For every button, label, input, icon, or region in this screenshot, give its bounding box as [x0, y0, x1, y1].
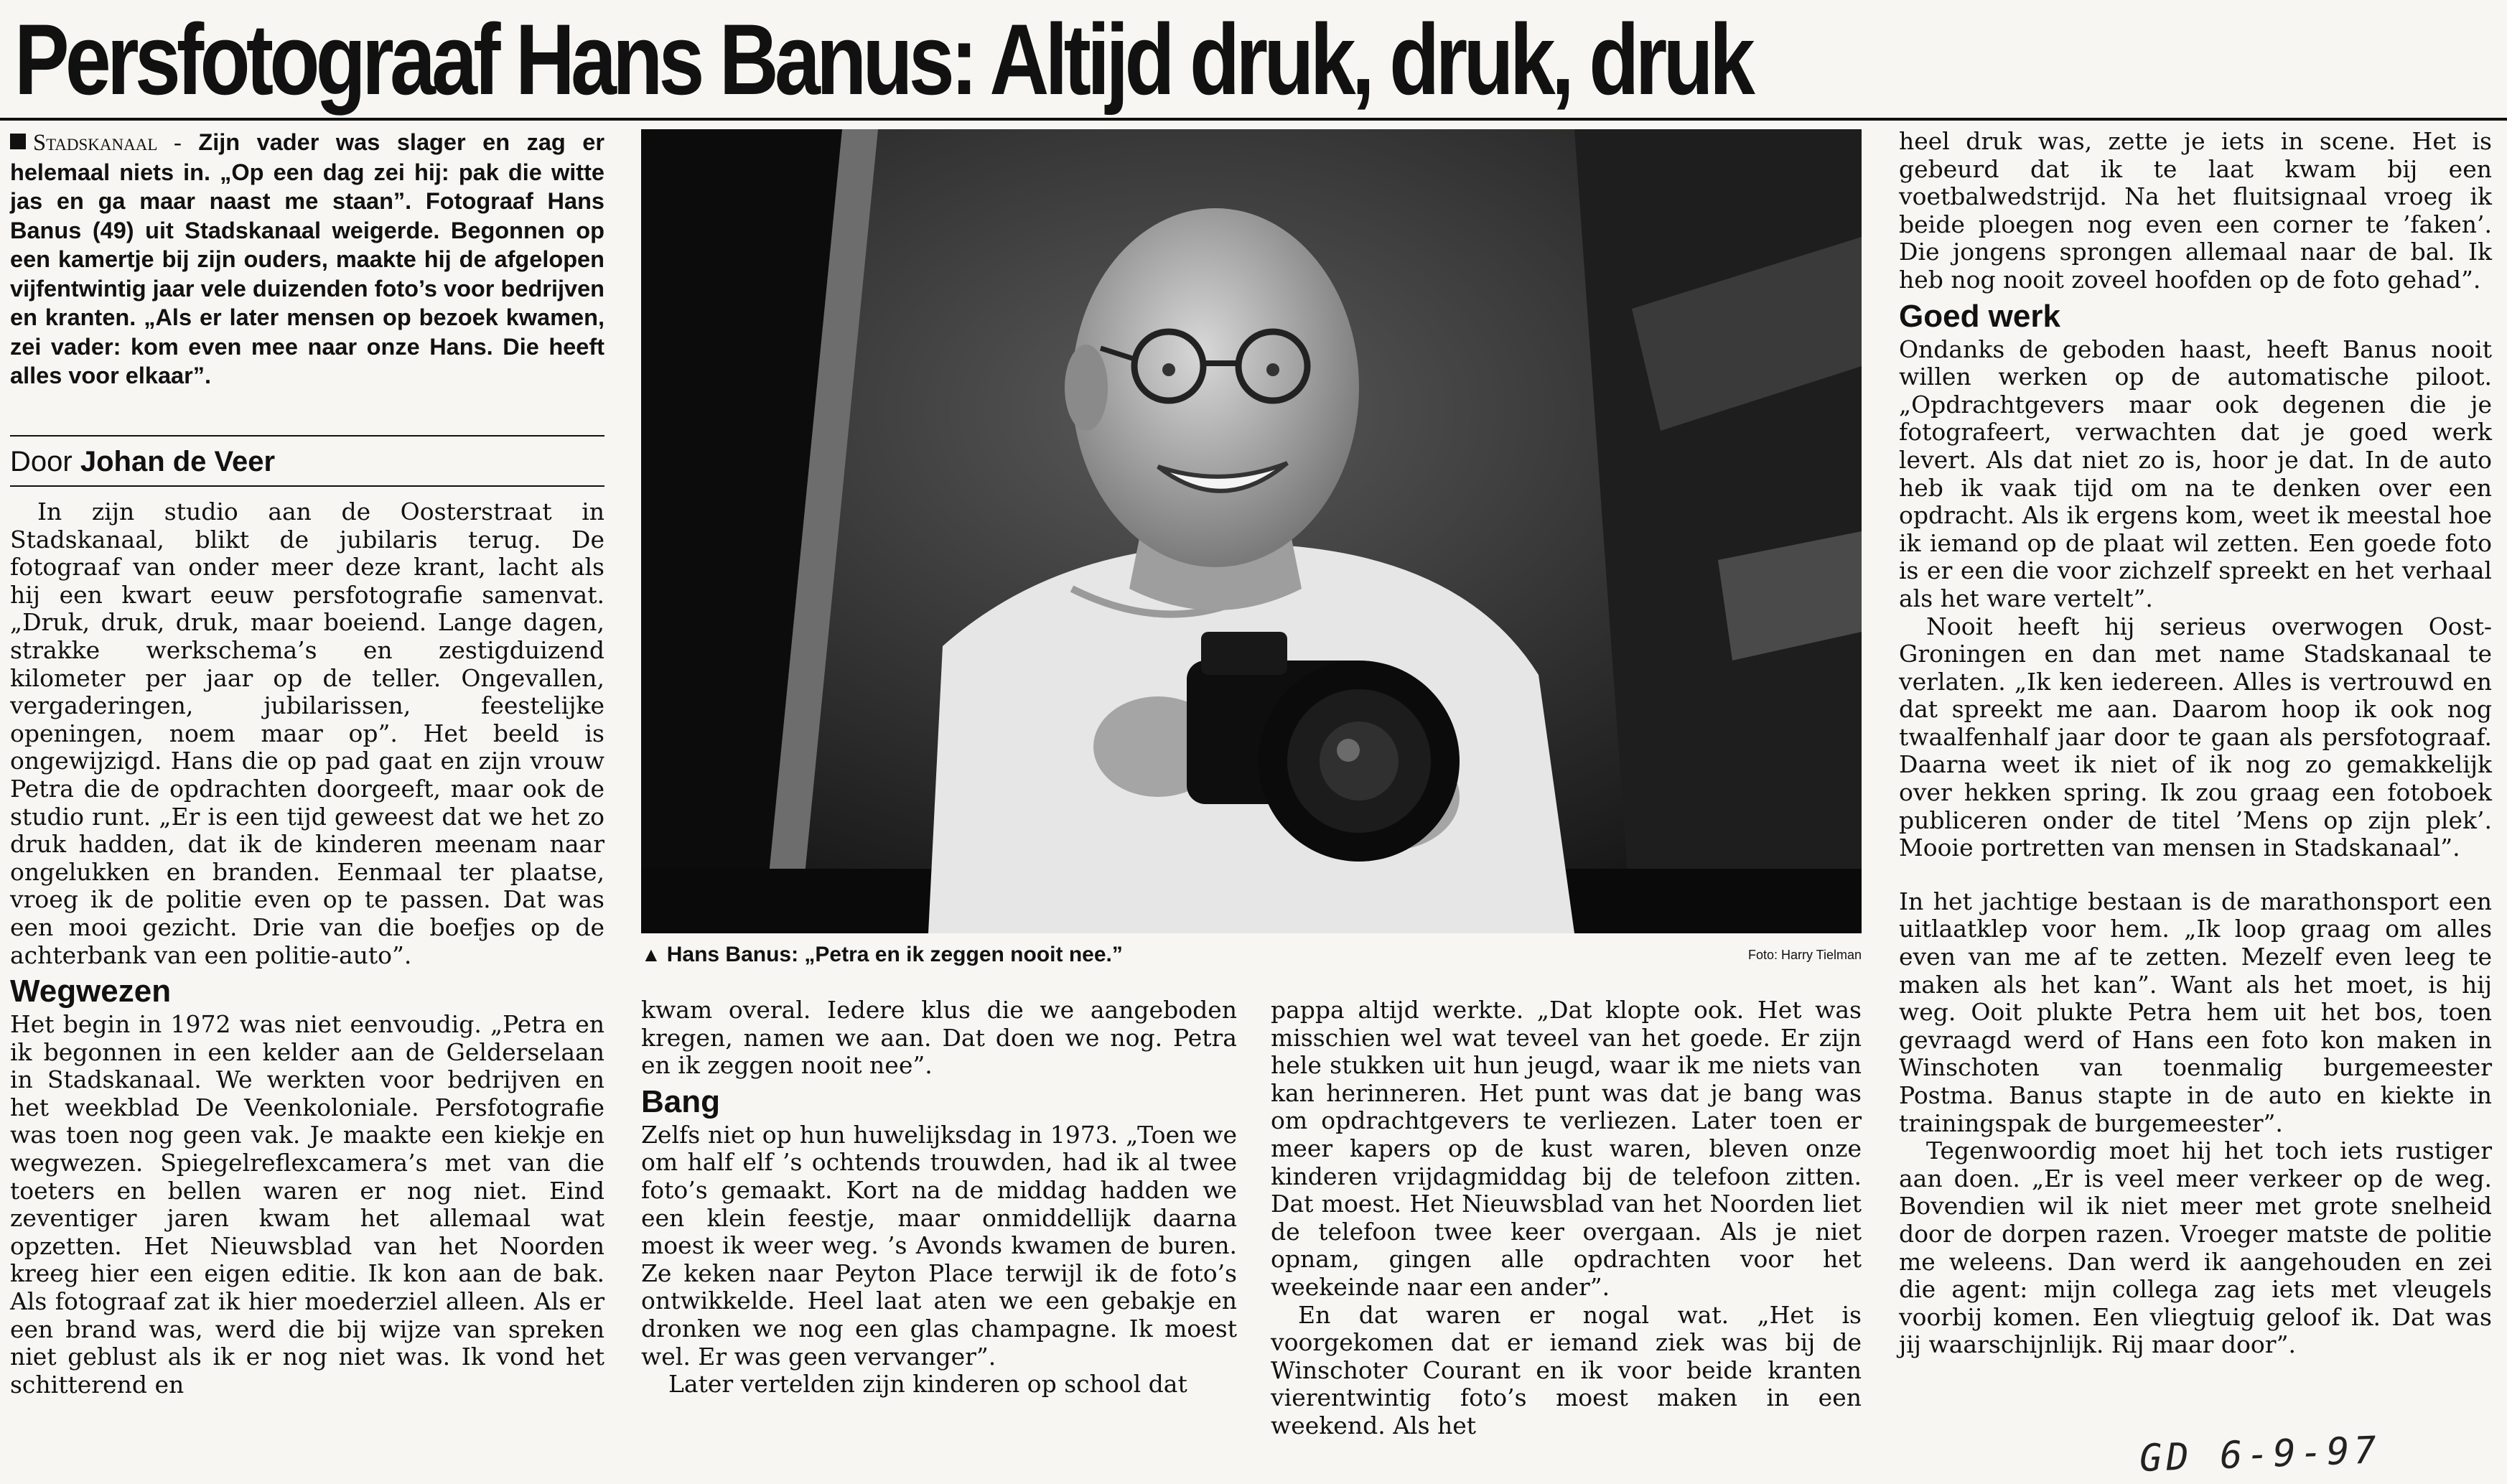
paragraph: Later vertelden zijn kinderen op school dat	[668, 1370, 1187, 1399]
portrait-photo-icon	[641, 129, 1862, 933]
paragraph: In zijn studio aan de Oosterstraat in Stadskanaal, blikt de jubilaris terug. De fotograaf van onder meer deze krant, lacht als hij een kwart eeuw persfotografie samenvat. „Druk, druk, druk, maar boeiend. Lange dagen, strakke werkschema’s en zestigduizend kilometer per jaar op de teller. Ongevallen, vergaderingen, jubilarissen, feestelijke openingen, noem maar op”. Het beeld is ongewijzigd. Hans die op pad gaat en zijn vrouw Petra die de opdrachten doorgeeft, maar ook de studio runt. „Er is een tijd geweest dat we het zo druk hadden, dat ik de kinderen meenam naar ongelukken en branden. Eenmaal ter plaatse, vroeg ik de politie even op te passen. Dat was een mooi gezicht. Drie van die boefjes op de achterbank van een politie-auto”.	[10, 498, 604, 969]
byline	[10, 444, 604, 480]
caption-triangle-icon: ▲	[641, 943, 661, 966]
headline: Persfotograaf Hans Banus: Altijd druk, druk, druk	[14, 3, 1752, 116]
photo-caption	[641, 939, 1862, 971]
paragraph: Ondanks de geboden haast, heeft Banus nooit willen werken op de automatische piloot. „Opdrachtgevers maar ook degenen die je fotografeert, verwachten dat je goed werk levert. Als dat niet zo is, hoor je dat. In de auto heb ik vaak tijd om na te denken over een opdracht. Als ik ergens kom, weet ik meestal hoe ik iemand op de plaat wil zetten. Een goede foto is er een die voor zichzelf spreekt en het verhaal als het ware vertelt”.	[1899, 335, 2492, 612]
article-column-3	[1271, 997, 1862, 1440]
article-column-4	[1899, 128, 2492, 1359]
article-column-1	[10, 498, 604, 1399]
subheading-bang: Bang	[641, 1083, 720, 1119]
paragraph: En dat waren er nogal wat. „Het is voorgekomen dat er iemand ziek was bij de Winschoter Courant en ik voor beide kranten vierentwintig foto’s moest maken in een weekend. Als het	[1271, 1300, 1862, 1439]
subheading-wegwezen: Wegwezen	[10, 974, 172, 1009]
intro-text: Zijn vader was slager en zag er helemaal niets in. „Op een dag zei hij: pak die witte jas en ga maar naast me staan”. Fotograaf Hans Banus (49) uit Stadskanaal weigerde. Begonnen op een kamertje bij zijn ouders, maakte hij de afgelopen vijfentwintig jaar vele duizenden foto’s voor bedrijven en kranten. „Als er later mensen op bezoek kwamen, zei vader: kom even mee naar onze Hans. Die heeft alles voor elkaar”.	[10, 129, 605, 388]
dateline: Stadskanaal -	[33, 130, 182, 156]
intro-lede	[10, 128, 604, 391]
photo-credit: Foto: Harry Tielman	[1747, 948, 1862, 962]
paragraph: In het jachtige bestaan is de marathonsport een uitlaatklep voor hem. „Ik loop graag om alles even van me af te zetten. Mezelf even leeg te maken als het kan”. Want als het moet, is hij weg. Ooit plukte Petra hem uit het bos, toen gevraagd werd of Hans een foto kon maken in Winschoten van toenmalig burgemeester Postma. Banus stapte in de auto en kiekte in trainingspak de burgemeester”.	[1899, 887, 2492, 1137]
intro-rule	[10, 435, 604, 437]
paragraph: Zelfs niet op hun huwelijksdag in 1973. „Toen we om half elf ’s ochtends trouwden, had ik al twee foto’s gemaakt. Kort na de middag hadden we een klein feestje, maar onmiddellijk daarna moest ik weer weg. ’s Avonds kwamen de buren. Ze keken naar Peyton Place terwijl ik de foto’s ontwikkelde. Heel laat aten we een gebakje en dronken we nog een glas champagne. Ik moest wel. Er was geen vervanger”.	[641, 1120, 1237, 1371]
headline-rule	[0, 118, 2507, 121]
paragraph: kwam overal. Iedere klus die we aangeboden kregen, namen we aan. Dat doen we nog. Petra en ik zeggen nooit nee”.	[641, 996, 1237, 1080]
subheading-goed-werk: Goed werk	[1899, 298, 2060, 334]
paragraph: Nooit heeft hij serieus overwogen Oost-Groningen en dan met name Stadskanaal te verlaten. „Ik ken iedereen. Alles is vertrouwd en dat spreekt me aan. Daarom hoop ik ook nog twaalfenhalf jaar door te gaan als persfotograaf. Daarna weet ik niet of ik nog zo gemakkelijk over hekken spring. Ik zou graag een fotoboek publiceren onder de titel ’Mens op zijn plek’. Mooie portretten van mensen in Stadskanaal”.	[1899, 612, 2492, 862]
caption-text: Hans Banus: „Petra en ik zeggen nooit nee.”	[666, 943, 1123, 966]
paragraph: heel druk was, zette je iets in scene. Het is gebeurd dat ik te laat kwam bij een voetbalwedstrijd. Na het fluitsignaal vroeg ik beide ploegen nog even een corner te ’faken’. Die jongens sprongen allemaal naar de bal. Ik heb nog nooit zoveel hoofden op de foto gehad”.	[1899, 127, 2492, 294]
paragraph: Tegenwoordig moet hij het toch iets rustiger aan doen. „Er is veel meer verkeer op de weg. Bovendien wil ik niet meer met grote snelheid door de dorpen razen. Vroeger matste de politie me weleens. Dan werd ik aangehouden en zei die agent: mijn collega zag iets met vleugels voorbij komen. Een vliegtuig geloof ik. Dat was jij waarschijnlijk. Rij maar door”.	[1899, 1137, 2492, 1359]
photo-hans-banus	[641, 129, 1862, 933]
byline-rule	[10, 485, 604, 487]
paragraph: pappa altijd werkte. „Dat klopte ook. Het was misschien wel wat teveel van het goede. Er zijn hele stukken uit hun jeugd, waar ik me niets van kan herinneren. Het punt was dat je bang was om opdrachtgevers te verliezen. Later toen er meer kapers op de kust waren, bleven onze kinderen vrijdagmiddag bij de telefoon zitten. Dat moest. Het Nieuwsblad van het Noorden liet de telefoon twee keer overgaan. Als je niet opnam, gingen alle opdrachten voor het weekeinde naar een ander”.	[1271, 996, 1862, 1301]
byline-author: Johan de Veer	[80, 446, 276, 477]
byline-prefix: Door	[10, 446, 73, 477]
handwritten-date: GD 6-9-97	[2139, 1429, 2381, 1480]
article-column-2	[641, 997, 1237, 1399]
square-bullet-icon	[10, 134, 26, 149]
paragraph: Het begin in 1972 was niet eenvoudig. „Petra en ik begonnen in een kelder aan de Gelderselaan in Stadskanaal. We werkten voor bedrijven en het weekblad De Veenkoloniale. Persfotografie was toen nog geen vak. Je maakte een kiekje en wegwezen. Spiegelreflexcamera’s met van die toeters en bellen waren er nog niet. Eind zeventiger jaren kwam het allemaal wat opzetten. Het Nieuwsblad van het Noorden kreeg hier een eigen editie. Ik kon aan de bak. Als fotograaf zat ik hier moederziel alleen. Als er een brand was, werd die bij wijze van spreken niet geblust als ik er nog niet was. Ik vond het schitterend en	[10, 1010, 604, 1399]
